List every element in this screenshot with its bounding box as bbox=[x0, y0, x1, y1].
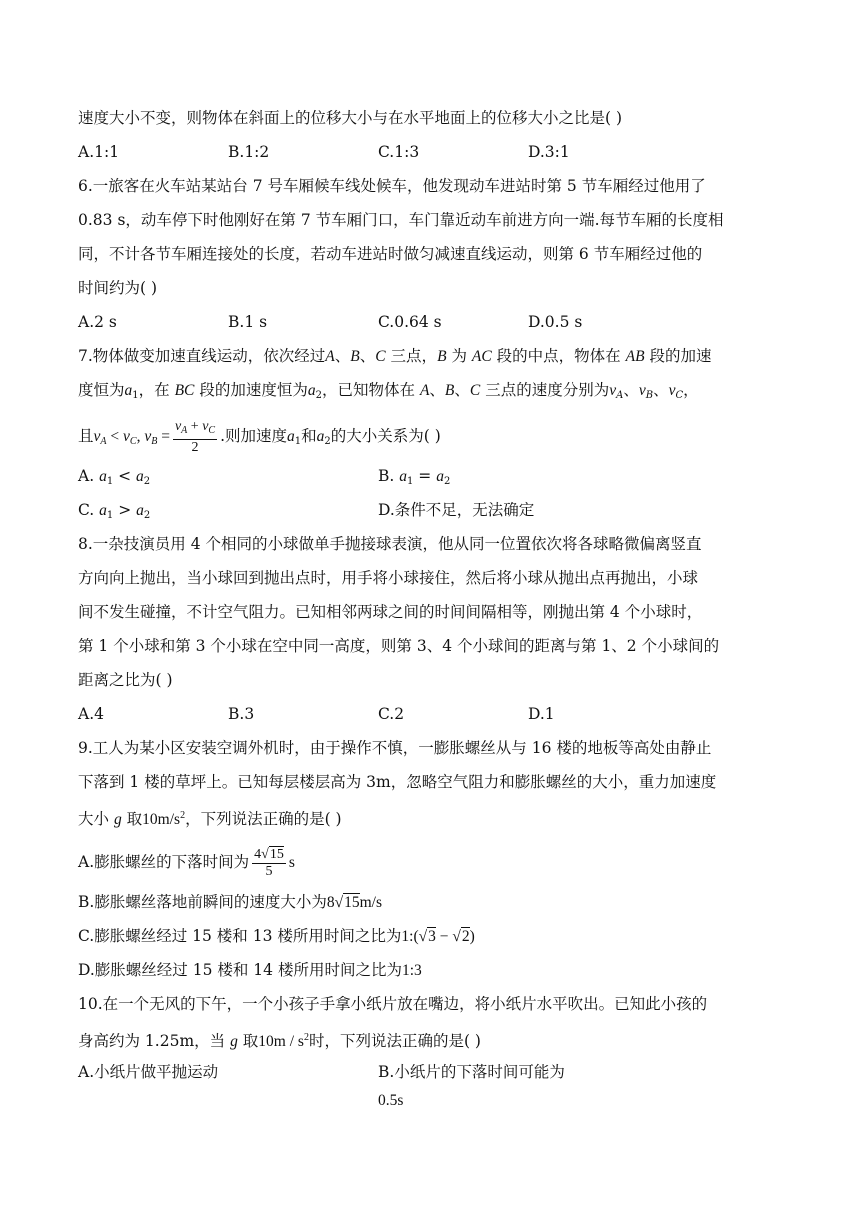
q10-option-b[interactable]: B.小纸片的下落时间可能为0.5s bbox=[378, 1063, 565, 1109]
q8-line-1: 8.一杂技演员用 4 个相同的小球做单手抛接球表演，他从同一位置依次将各球略微偏离竖直 bbox=[78, 535, 702, 553]
q6-option-c[interactable]: C.0.64 s bbox=[378, 313, 442, 331]
q8-options bbox=[78, 700, 788, 734]
q6-line-4: 时间约为( ) bbox=[78, 279, 158, 297]
fall-time-fraction: $\frac{4√15}{5}$ bbox=[254, 846, 284, 879]
q6-options bbox=[78, 308, 788, 342]
q9-line-1: 9.工人为某小区安装空调外机时，由于操作不慎，一膨胀螺丝从与 16 楼的地板等高处由静止 bbox=[78, 739, 712, 757]
q5-option-c[interactable]: C.1:3 bbox=[378, 143, 420, 161]
q8-line-5: 距离之比为( ) bbox=[78, 671, 173, 689]
q8-line-3: 间不发生碰撞，不计空气阻力。已知相邻两球之间的时间间隔相等，刚抛出第 4 个小球时， bbox=[78, 603, 703, 621]
q7-options-row-1 bbox=[78, 462, 788, 496]
q8-option-c[interactable]: C.2 bbox=[378, 705, 405, 723]
q6-line-3: 同，不计各节车厢连接处的长度，若动车进站时做匀减速直线运动，则第 6 节车厢经过他的 bbox=[78, 245, 703, 263]
document-page bbox=[78, 104, 788, 1109]
q6-option-a[interactable]: A.2 s bbox=[78, 313, 117, 331]
q5-option-b[interactable]: B.1:2 bbox=[228, 143, 270, 161]
q5-option-a[interactable]: A.1:1 bbox=[78, 143, 120, 161]
q7-line-2: 度恒为$a_1$，在 BC 段的加速度恒为$a_2$，已知物体在 A、B、C 三点的速度分别为$v_A$、$v_B$、$v_C$， bbox=[78, 381, 699, 401]
q7-line-3: 且$v_A < v_C$, $v_B$ = $\frac{v_A + v_C}{2}$ .则加速度$a_1$和$a_2$的大小关系为( ) bbox=[78, 418, 441, 455]
q8-option-b[interactable]: B.3 bbox=[228, 705, 255, 723]
q7-options-row-2 bbox=[78, 496, 788, 530]
q6-line-2: 0.83 s，动车停下时他刚好在第 7 节车厢门口，车门靠近动车前进方向一端.每节车厢的长度相 bbox=[78, 211, 724, 229]
q9-option-b[interactable]: B.膨胀螺丝落地前瞬间的速度大小为8√15m/s bbox=[78, 893, 382, 911]
q8-line-2: 方向向上抛出，当小球回到抛出点时，用手将小球接住，然后将小球从抛出点再抛出，小球 bbox=[78, 569, 699, 587]
q9-line-3: 大小 g 取$10m/s^2$，下列说法正确的是( ) bbox=[78, 810, 342, 828]
q10-line-1: 10.在一个无风的下午，一个小孩子手拿小纸片放在嘴边，将小纸片水平吹出。已知此小孩的 bbox=[78, 995, 708, 1013]
q9-option-c[interactable]: C.膨胀螺丝经过 15 楼和 13 楼所用时间之比为1:(√3 − √2) bbox=[78, 927, 475, 945]
q10-line-2: 身高约为 1.25m，当 g 取$10m / s^2$时，下列说法正确的是( ) bbox=[78, 1032, 481, 1050]
q7-option-b[interactable]: B. $a_1 = a_2$ bbox=[378, 467, 451, 487]
q9-option-a[interactable]: A.膨胀螺丝的下落时间为 $\frac{4√15}{5}$ s bbox=[78, 846, 295, 879]
q5-tail: 速度大小不变，则物体在斜面上的位移大小与在水平地面上的位移大小之比是( ) bbox=[78, 109, 623, 127]
q5-options bbox=[78, 138, 788, 172]
q6-option-d[interactable]: D.0.5 s bbox=[528, 313, 583, 331]
q10-option-a[interactable]: A.小纸片做平抛运动 bbox=[78, 1063, 219, 1081]
q8-option-d[interactable]: D.1 bbox=[528, 705, 555, 723]
q6-option-b[interactable]: B.1 s bbox=[228, 313, 268, 331]
q7-option-a[interactable]: A. $a_1 < a_2$ bbox=[78, 467, 151, 487]
q7-option-c[interactable]: C. $a_1 > a_2$ bbox=[78, 501, 151, 521]
q7-line-1: 7.物体做变加速直线运动，依次经过A、B、C 三点，B 为 AC 段的中点，物体在 AB 段的加速 bbox=[78, 347, 712, 365]
q8-line-4: 第 1 个小球和第 3 个小球在空中同一高度，则第 3、4 个小球间的距离与第 1、2 个小球间的 bbox=[78, 637, 720, 655]
q6-line-1: 6.一旅客在火车站某站台 7 号车厢候车线处候车，他发现动车进站时第 5 节车厢经过他用了 bbox=[78, 177, 706, 195]
q8-option-a[interactable]: A.4 bbox=[78, 705, 104, 723]
q10-options-row-1 bbox=[78, 1058, 788, 1109]
q5-option-d[interactable]: D.3:1 bbox=[528, 143, 570, 161]
vb-fraction: $\frac{v_A + v_C}{2}$ bbox=[174, 418, 216, 455]
q9-option-d[interactable]: D.膨胀螺丝经过 15 楼和 14 楼所用时间之比为1:3 bbox=[78, 961, 422, 979]
q7-option-d[interactable]: D.条件不足，无法确定 bbox=[378, 501, 535, 519]
q9-line-2: 下落到 1 楼的草坪上。已知每层楼层高为 3m，忽略空气阻力和膨胀螺丝的大小，重力加速度 bbox=[78, 773, 717, 791]
